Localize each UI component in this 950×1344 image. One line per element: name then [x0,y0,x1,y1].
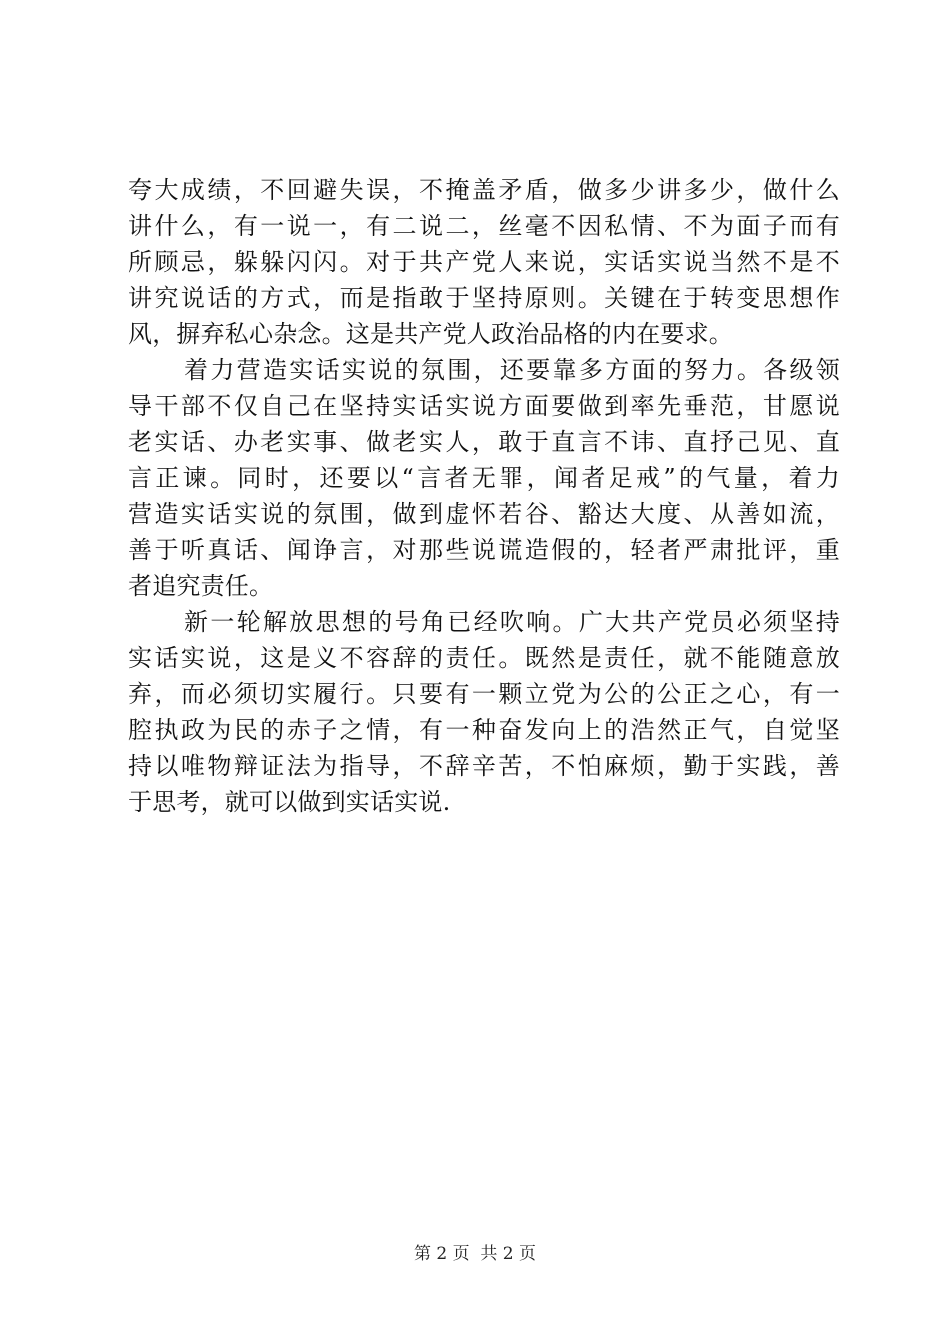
text-line: 腔执政为民的赤子之情，有一种奋发向上的浩然正气，自觉坚 [128,716,840,744]
document-body [128,172,840,820]
text-line: 实话实说，这是义不容辞的责任。既然是责任，就不能随意放 [128,644,840,672]
text-line: 着力营造实话实说的氛围，还要靠多方面的努力。各级领 [184,356,840,384]
text-line: 所顾忌，躲躲闪闪。对于共产党人来说，实话实说当然不是不 [128,248,840,276]
text-line: 风，摒弃私心杂念。这是共产党人政治品格的内在要求。 [128,320,733,348]
text-line: 营造实话实说的氛围，做到虚怀若谷、豁达大度、从善如流， [128,500,840,528]
text-line: 讲什么，有一说一，有二说二，丝毫不因私情、不为面子而有 [128,212,840,240]
text-line: 弃，而必须切实履行。只要有一颗立党为公的公正之心，有一 [128,680,840,708]
page-total: 共 2 页 [480,1244,537,1264]
text-line: 老实话、办老实事、做老实人，敢于直言不讳、直抒己见、直 [128,428,840,456]
text-line: 持以唯物辩证法为指导，不辞辛苦，不怕麻烦，勤于实践，善 [128,752,840,780]
text-line: 导干部不仅自己在坚持实话实说方面要做到率先垂范，甘愿说 [128,392,840,420]
text-line: 夸大成绩，不回避失误，不掩盖矛盾，做多少讲多少，做什么 [128,176,840,204]
text-line: 于思考，就可以做到实话实说. [128,788,451,816]
text-line: 言正谏。同时，还要以“言者无罪，闻者足戒”的气量，着力 [128,464,840,492]
paragraph-2 [128,352,840,604]
text-line: 讲究说话的方式，而是指敢于坚持原则。关键在于转变思想作 [128,284,840,312]
paragraph-1 [128,172,840,352]
page-number: 第 2 页 [413,1244,470,1264]
text-line: 新一轮解放思想的号角已经吹响。广大共产党员必须坚持 [184,608,840,636]
text-line: 者追究责任。 [128,572,274,600]
text-line: 善于听真话、闻诤言，对那些说谎造假的，轻者严肃批评，重 [128,536,840,564]
footer-gap [470,1244,481,1264]
paragraph-3 [128,604,840,820]
page-footer [0,1243,950,1265]
